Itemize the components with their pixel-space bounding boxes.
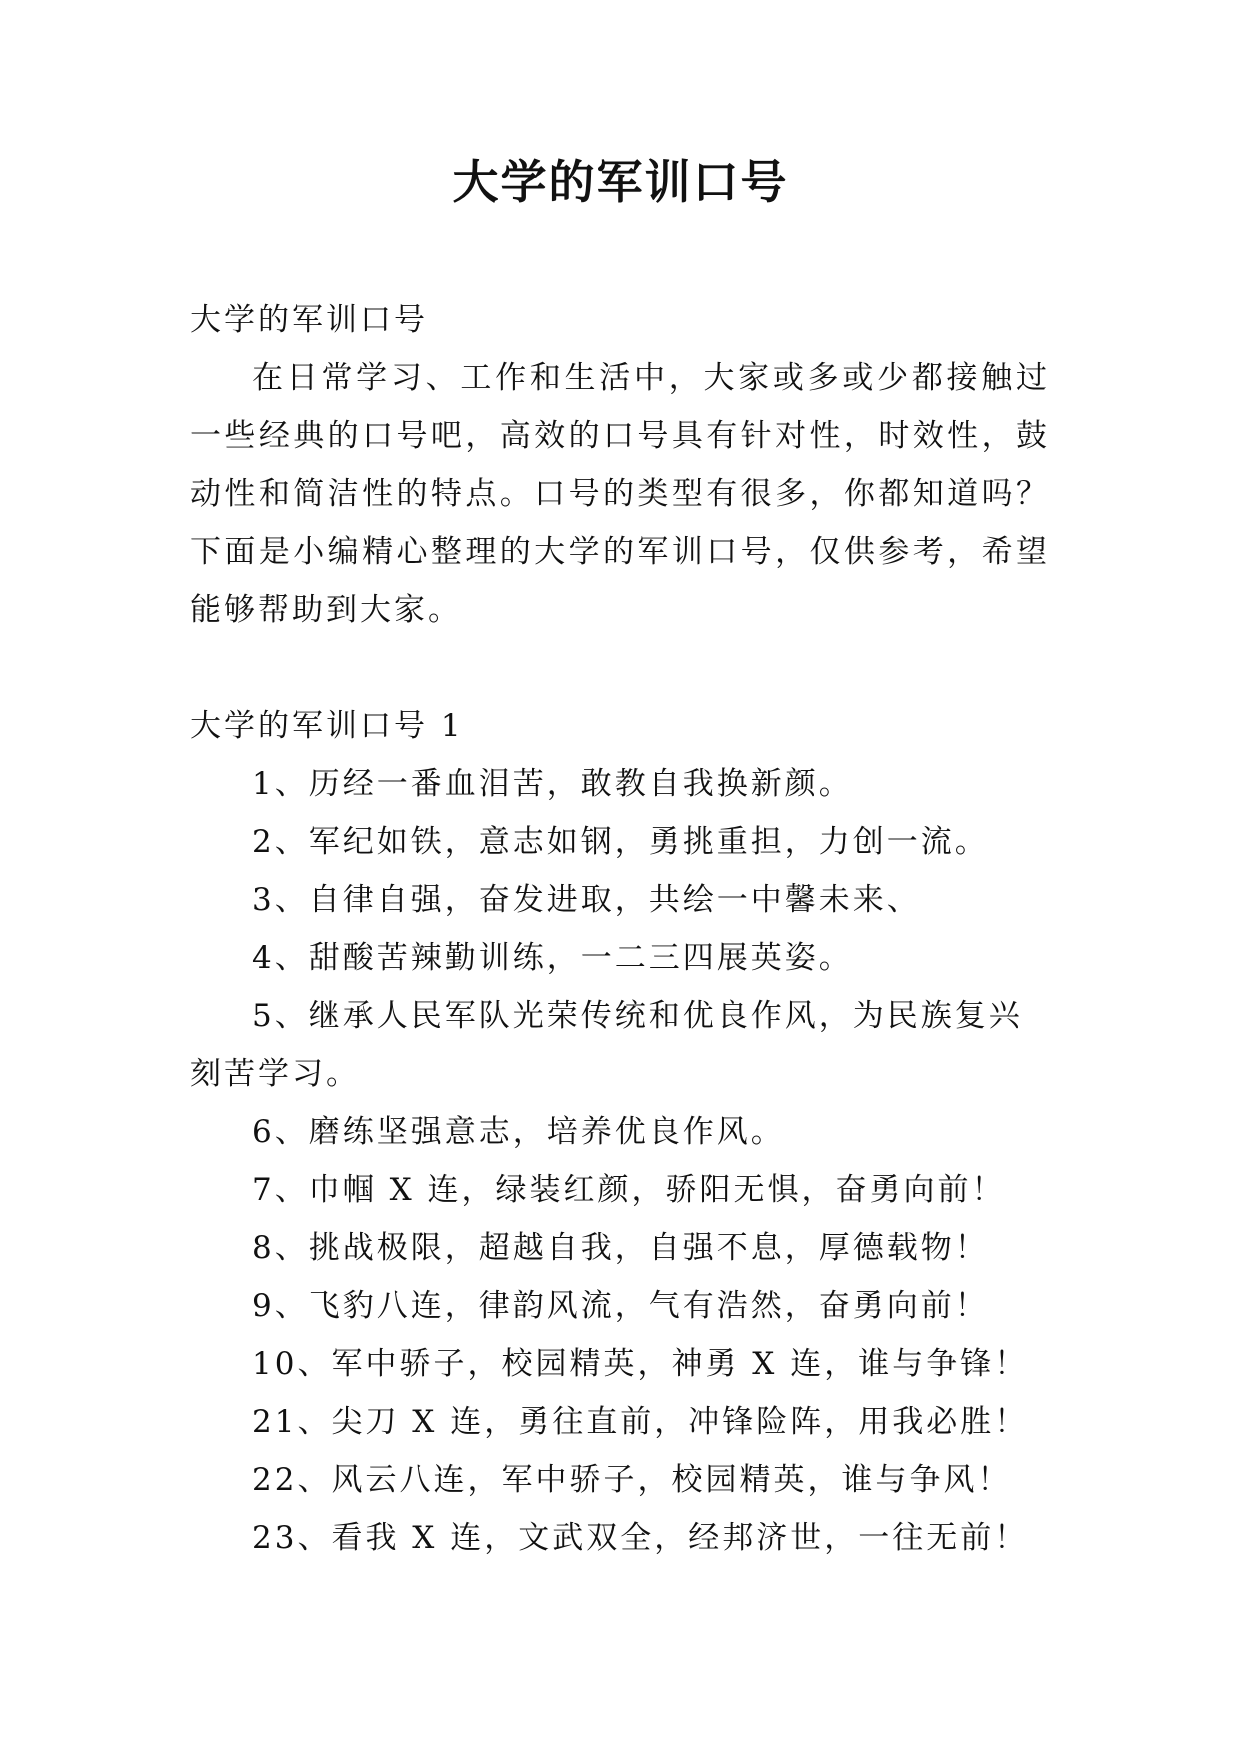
slogan-item: 2、军纪如铁，意志如钢，勇挑重担，力创一流。 — [252, 824, 989, 860]
slogan-item: 4、甜酸苦辣勤训练，一二三四展英姿。 — [252, 940, 853, 976]
slogan-item: 6、磨练坚强意志，培养优良作风。 — [252, 1114, 785, 1150]
section-heading: 大学的军训口号 1 — [190, 708, 464, 744]
slogan-item: 22、风云八连，军中骄子，校园精英，谁与争风！ — [252, 1462, 1012, 1498]
slogan-item: 8、挑战极限，超越自我，自强不息，厚德载物！ — [252, 1230, 989, 1266]
document-title: 大学的军训口号 — [452, 155, 789, 209]
slogan-item: 9、飞豹八连，律韵风流，气有浩然，奋勇向前！ — [252, 1288, 989, 1324]
intro-paragraph: 在日常学习、工作和生活中，大家或多或少都接触过一些经典的口号吧，高效的口号具有针对性，时效性，鼓动性和简洁性的特点。口号的类型有很多，你都知道吗？下面是小编精心整理的大学的军训口号，仅供参考，希望能够帮助到大家。 — [190, 360, 1050, 628]
slogan-item: 3、自律自强，奋发进取，共绘一中馨未来、 — [252, 882, 921, 918]
document-subtitle: 大学的军训口号 — [190, 302, 428, 338]
slogan-item: 10、军中骄子，校园精英，神勇 X 连，谁与争锋！ — [252, 1346, 1029, 1382]
document-body — [190, 291, 1050, 1567]
slogan-item: 21、尖刀 X 连，勇往直前，冲锋险阵，用我必胜！ — [252, 1404, 1029, 1440]
slogan-item: 7、巾帼 X 连，绿装红颜，骄阳无惧，奋勇向前！ — [252, 1172, 1006, 1208]
slogan-item: 5、继承人民军队光荣传统和优良作风，为民族复兴刻苦学习。 — [190, 998, 1023, 1092]
slogan-item: 1、历经一番血泪苦，敢教自我换新颜。 — [252, 766, 853, 802]
slogan-item: 23、看我 X 连，文武双全，经邦济世，一往无前！ — [252, 1520, 1029, 1556]
paragraph-spacer — [190, 639, 1050, 697]
